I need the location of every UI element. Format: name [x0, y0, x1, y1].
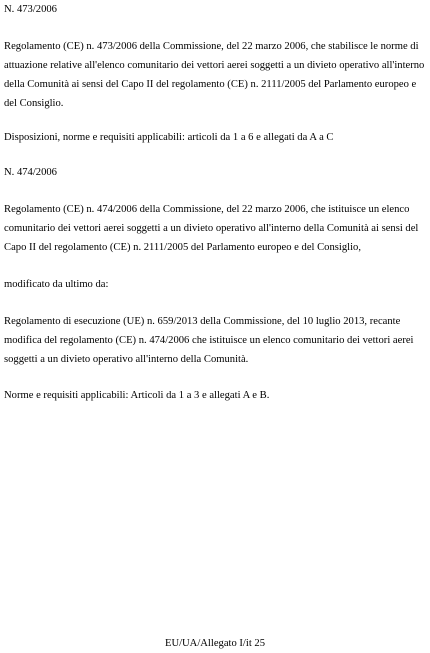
reference-heading-474: N. 474/2006 [4, 167, 57, 178]
applicable-requirements-474: Norme e requisiti applicabili: Articoli da 1 a 3 e allegati A e B. [4, 390, 270, 401]
implementing-regulation-paragraph: Regolamento di esecuzione (UE) n. 659/2013 della Commissione, del 10 luglio 2013, recante modifica del regolamento (CE) n. 474/2006 che istituisce un elenco comunitario dei vettori aerei soggetti a un divieto operativo all'interno della Comunità. [4, 316, 414, 365]
regulation-paragraph-474: Regolamento (CE) n. 474/2006 della Commissione, del 22 marzo 2006, che istituisce un elenco comunitario dei vettori aerei soggetti a un divieto operativo all'interno della Comunità ai sensi del Capo II del regolamento (CE) n. 2111/2005 del Parlamento europeo e del Consiglio, [4, 204, 419, 253]
applicable-provisions-473: Disposizioni, norme e requisiti applicabili: articoli da 1 a 6 e allegati da A a C [4, 132, 334, 143]
reference-heading-473: N. 473/2006 [4, 4, 57, 15]
document-page [4, 0, 426, 405]
page-footer: EU/UA/Allegato I/it 25 [164, 638, 266, 649]
amended-by-label: modificato da ultimo da: [4, 279, 109, 290]
regulation-paragraph-473: Regolamento (CE) n. 473/2006 della Commissione, del 22 marzo 2006, che stabilisce le norme di attuazione relative all'elenco comunitario dei vettori aerei soggetti a un divieto operativo all'interno della Comunità ai sensi del Capo II del regolamento (CE) n. 2111/2005 del Parlamento europeo e del Consiglio. [4, 41, 425, 109]
